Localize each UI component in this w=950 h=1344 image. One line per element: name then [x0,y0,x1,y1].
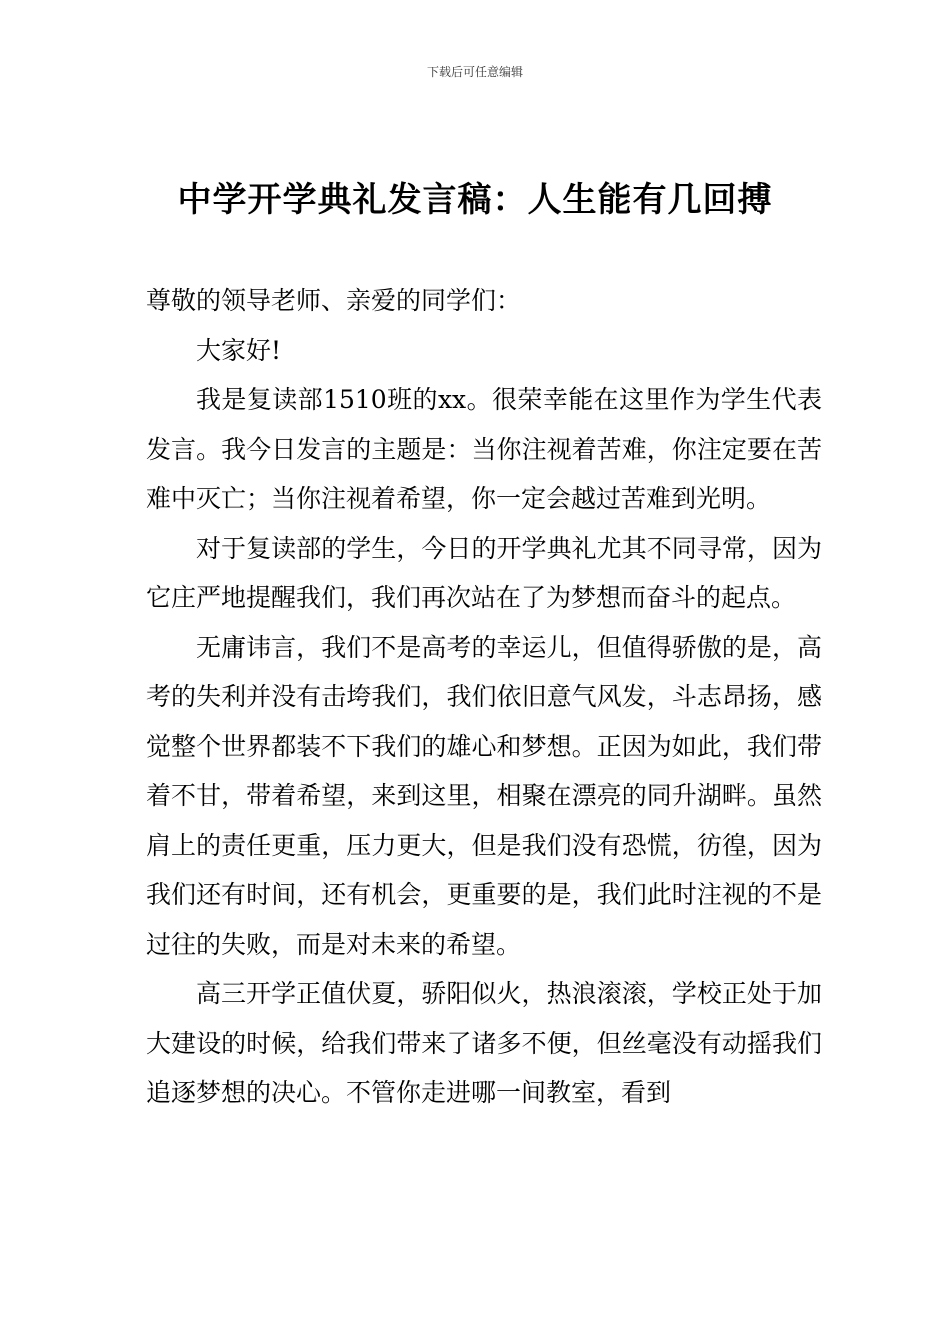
paragraph-introduction: 我是复读部1510班的xx。很荣幸能在这里作为学生代表发言。我今日发言的主题是：当你注视着苦难，你注定要在苦难中灭亡；当你注视着希望，你一定会越过苦难到光明。 [146,385,822,513]
salutation: 尊敬的领导老师、亲爱的同学们： [146,286,522,315]
paragraph-starting-point: 对于复读部的学生，今日的开学典礼尤其不同寻常，因为它庄严地提醒我们，我们再次站在了为梦想而奋斗的起点。 [146,533,822,612]
paragraph-greeting: 大家好! [196,335,282,365]
document-title: 中学开学典礼发言稿：人生能有几回搏 [177,180,773,220]
paragraph-summer: 高三开学正值伏夏，骄阳似火，热浪滚滚，学校正处于加大建设的时候，给我们带来了诸多不便，但丝毫没有动摇我们追逐梦想的决心。不管你走进哪一间教室，看到 [146,979,822,1107]
header-note: 下载后可任意编辑 [426,65,523,79]
paragraph-hope: 无庸讳言，我们不是高考的幸运儿，但值得骄傲的是，高考的失利并没有击垮我们，我们依旧意气风发，斗志昂扬，感觉整个世界都装不下我们的雄心和梦想。正因为如此，我们带着不甘，带着希望，来到这里，相聚在漂亮的同升湖畔。虽然肩上的责任更重，压力更大，但是我们没有恐慌，彷徨，因为我们还有时间，还有机会，更重要的是，我们此时注视的不是过往的失败，而是对未来的希望。 [146,632,822,959]
document-body [146,276,822,1118]
